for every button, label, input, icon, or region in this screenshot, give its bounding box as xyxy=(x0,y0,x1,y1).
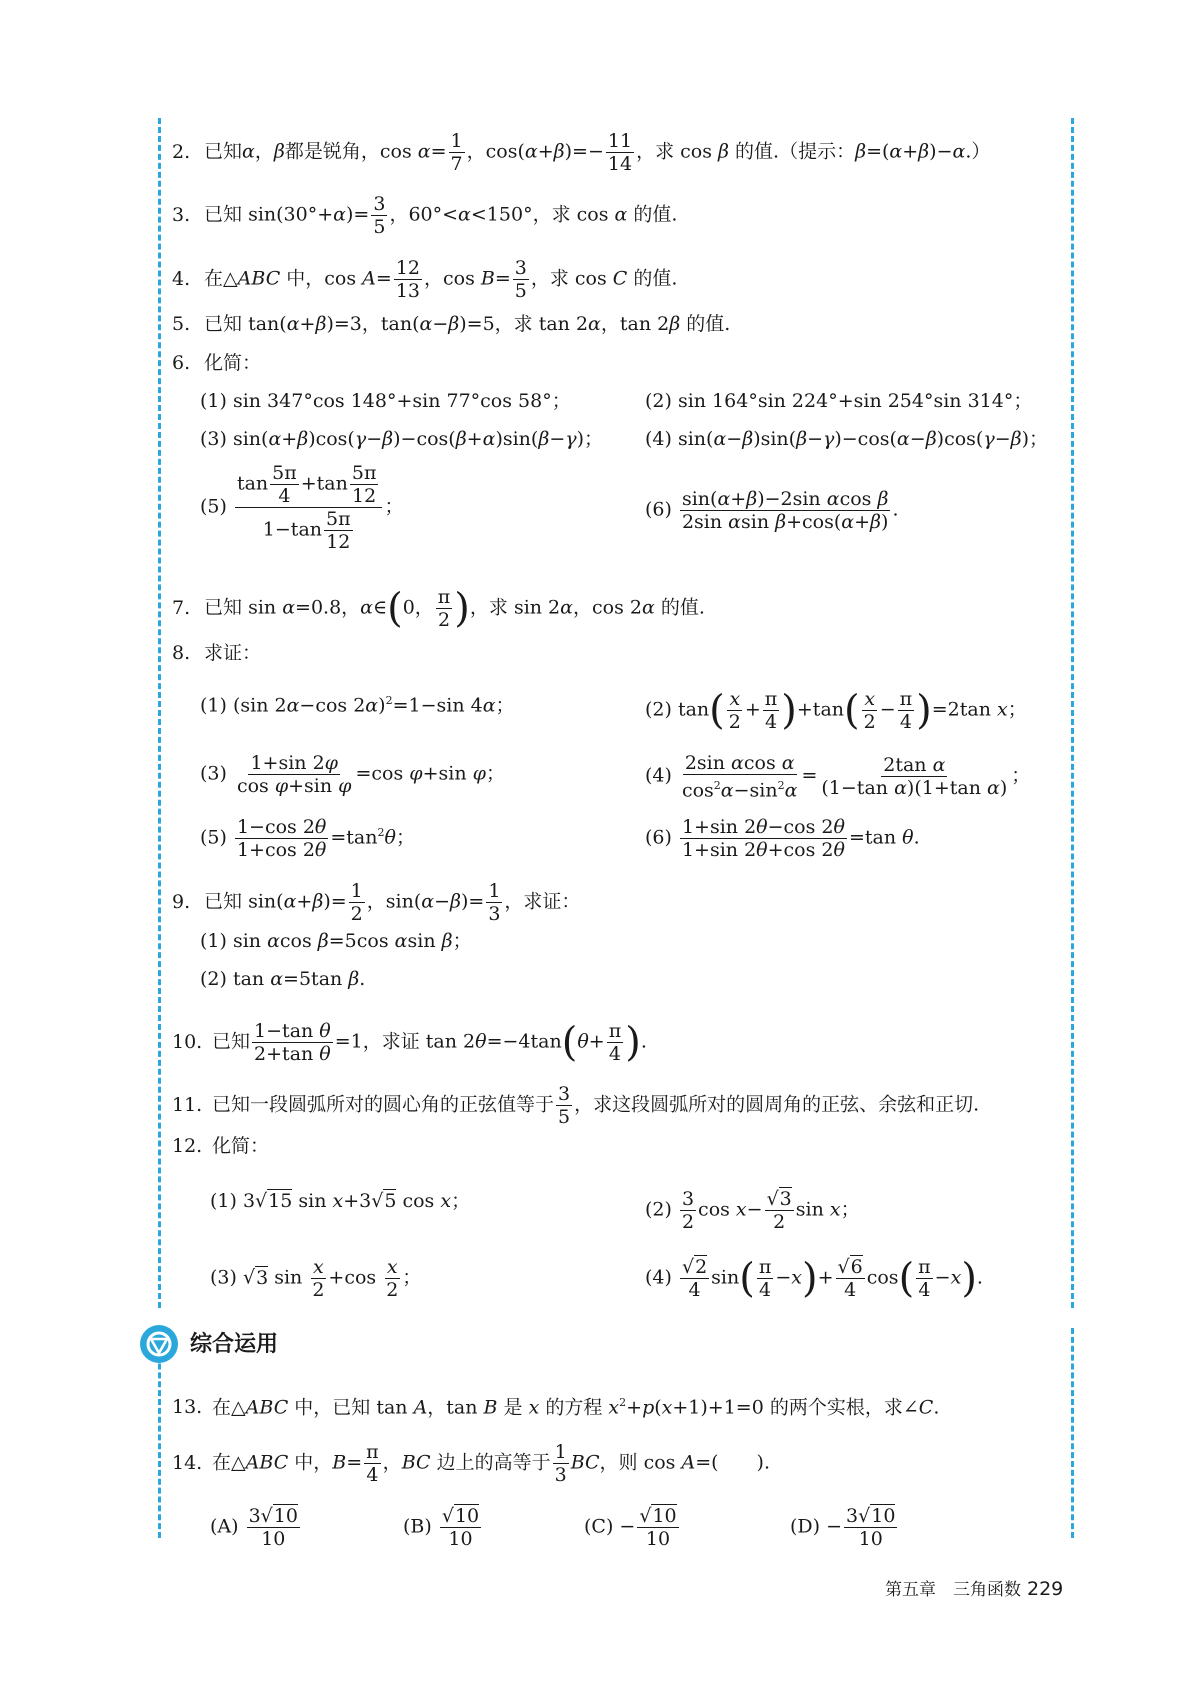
problem-7: 7. 已知 sin α=0.8，α∈(0， $\frac{\pi}{2}$ )，求 sin 2α，cos 2α 的值. xyxy=(172,585,705,632)
problem-10: 10. 已知 $\frac{\text{1−tan θ}}{\text{2+tan θ}}$ =1，求证 tan 2θ=−4tan(θ+ $\frac{\pi}{4}$ ). xyxy=(172,1019,647,1066)
option-a: (A) $\frac{3√10}{10}$ xyxy=(210,1505,298,1550)
left-border-top xyxy=(158,118,161,1308)
problem-6-2: (2) sin 164°sin 224°+sin 254°sin 314°； xyxy=(645,390,1033,412)
problem-8-6: (6) $\frac{1+\sin 2\theta-\cos 2\theta}{1+\sin 2\theta+\cos 2\theta}$ =tan θ. xyxy=(645,816,920,861)
problem-8-4: (4) $\frac{\text{2sin αcos α}}{\cos^2\alpha-\sin^2\alpha}$ = $\frac{\text{2tan α}}{\text{(1−tan α)(1+tan α)}}$ ； xyxy=(645,752,1031,802)
problem-12: 12. 化简： xyxy=(172,1135,270,1157)
right-border-top xyxy=(1071,118,1074,1308)
page-number: 229 xyxy=(1027,1578,1064,1600)
problem-13: 13. 在△ABC 中，已知 tan A，tan B 是 x 的方程 $x^2+p(x+1)+1=0$ 的两个实根，求∠C. xyxy=(172,1396,940,1419)
option-d: (D) − $\frac{3√10}{10}$ xyxy=(790,1505,896,1550)
problem-9-1: (1) sin αcos β=5cos αsin β； xyxy=(200,930,472,952)
section-icon xyxy=(139,1324,179,1364)
problem-6-4: (4) sin(α−β)sin(β−γ)−cos(α−β)cos(γ−β)； xyxy=(645,428,1049,450)
problem-12-3: (3) √3 sin $\frac{x}{2}$ +cos $\frac{x}{2}$ ； xyxy=(210,1256,422,1301)
section-title: 综合运用 xyxy=(190,1332,279,1357)
problem-8-3: (3) $\frac{1+\sin 2\varphi}{\text{cos φ+sin φ}}$ =cos φ+sin φ； xyxy=(200,752,505,797)
problem-6-3: (3) sin(α+β)cos(γ−β)−cos(β+α)sin(β−γ)； xyxy=(200,428,604,450)
chapter-label: 第五章 三角函数 xyxy=(885,1580,1021,1600)
problem-12-4: (4) $\frac{√2}{4}$ sin( $\frac{\pi}{4}$ −x)+ $\frac{√6}{4}$ cos( $\frac{\pi}{4}$ −x). xyxy=(645,1255,983,1302)
problem-8-5: (5) $\frac{1-\cos 2\theta}{1+\cos 2\theta}$ $=\tan^2\theta$； xyxy=(200,816,415,861)
problem-6: 6. 化简： xyxy=(172,352,262,374)
problem-6-1: (1) sin 347°cos 148°+sin 77°cos 58°； xyxy=(200,390,571,412)
problem-12-2: (2) $\frac{3}{2}$ cos x− $\frac{√3}{2}$ sin x； xyxy=(645,1188,860,1233)
problem-12-1: (1) 3√15 sin x+3√5 cos x； xyxy=(210,1190,471,1212)
problem-9-2: (2) tan α=5tan β. xyxy=(200,968,366,990)
problem-14: 14. 在△ABC 中，B= $\frac{\pi}{4}$ ，BC 边上的高等于 $\frac{1}{3}$ BC，则 cos A=( ). xyxy=(172,1441,770,1486)
problem-6-6: (6) $\frac{\text{sin(α+β)−2sin αcos β}}{\text{2sin αsin β+cos(α+β)}}$ . xyxy=(645,488,899,533)
option-c: (C) − $\frac{√10}{10}$ xyxy=(584,1505,677,1550)
problem-4: 4. 在△ABC 中，cos A= $\frac{12}{13}$ ，cos B= $\frac{3}{5}$ ，求 cos C 的值. xyxy=(172,257,678,302)
problem-9: 9. 已知 sin(α+β)= $\frac{1}{2}$ ，sin(α−β)= $\frac{1}{3}$ ，求证： xyxy=(172,880,581,925)
right-border-bottom xyxy=(1071,1328,1074,1538)
problem-6-5: (5) tan $\frac{5\pi}{4}$ +tan $\frac{5\pi}{12}$ 1−tan $\frac{5\pi}{12}$ ； xyxy=(200,462,404,553)
problem-3: 3. 已知 sin(30°+α)= $\frac{3}{5}$ ，60°<α<150°，求 cos α 的值. xyxy=(172,193,678,238)
problem-8-1: (1) (sin 2α−cos 2α)$^2$=1−sin 4α； xyxy=(200,694,515,717)
problem-8-2: (2) tan( $\frac{x}{2}$ + $\frac{\pi}{4}$ )+tan( $\frac{x}{2}$ − $\frac{\pi}{4}$ )=2tan x； xyxy=(645,687,1027,734)
page-footer xyxy=(885,1575,1063,1600)
problem-2: 2. 已知α，β都是锐角，cos α= $\frac{1}{7}$ ，cos(α+β)=− $\frac{11}{14}$ ，求 cos β 的值.（提示：β=(α+β)−α.） xyxy=(172,130,991,175)
option-b: (B) $\frac{√10}{10}$ xyxy=(403,1505,480,1550)
problem-8: 8. 求证： xyxy=(172,642,262,664)
problem-11: 11. 已知一段圆弧所对的圆心角的正弦值等于 $\frac{3}{5}$ ，求这段圆弧所对的圆周角的正弦、余弦和正切. xyxy=(172,1083,980,1128)
problem-5: 5. 已知 tan(α+β)=3，tan(α−β)=5，求 tan 2α，tan 2β 的值. xyxy=(172,313,731,335)
